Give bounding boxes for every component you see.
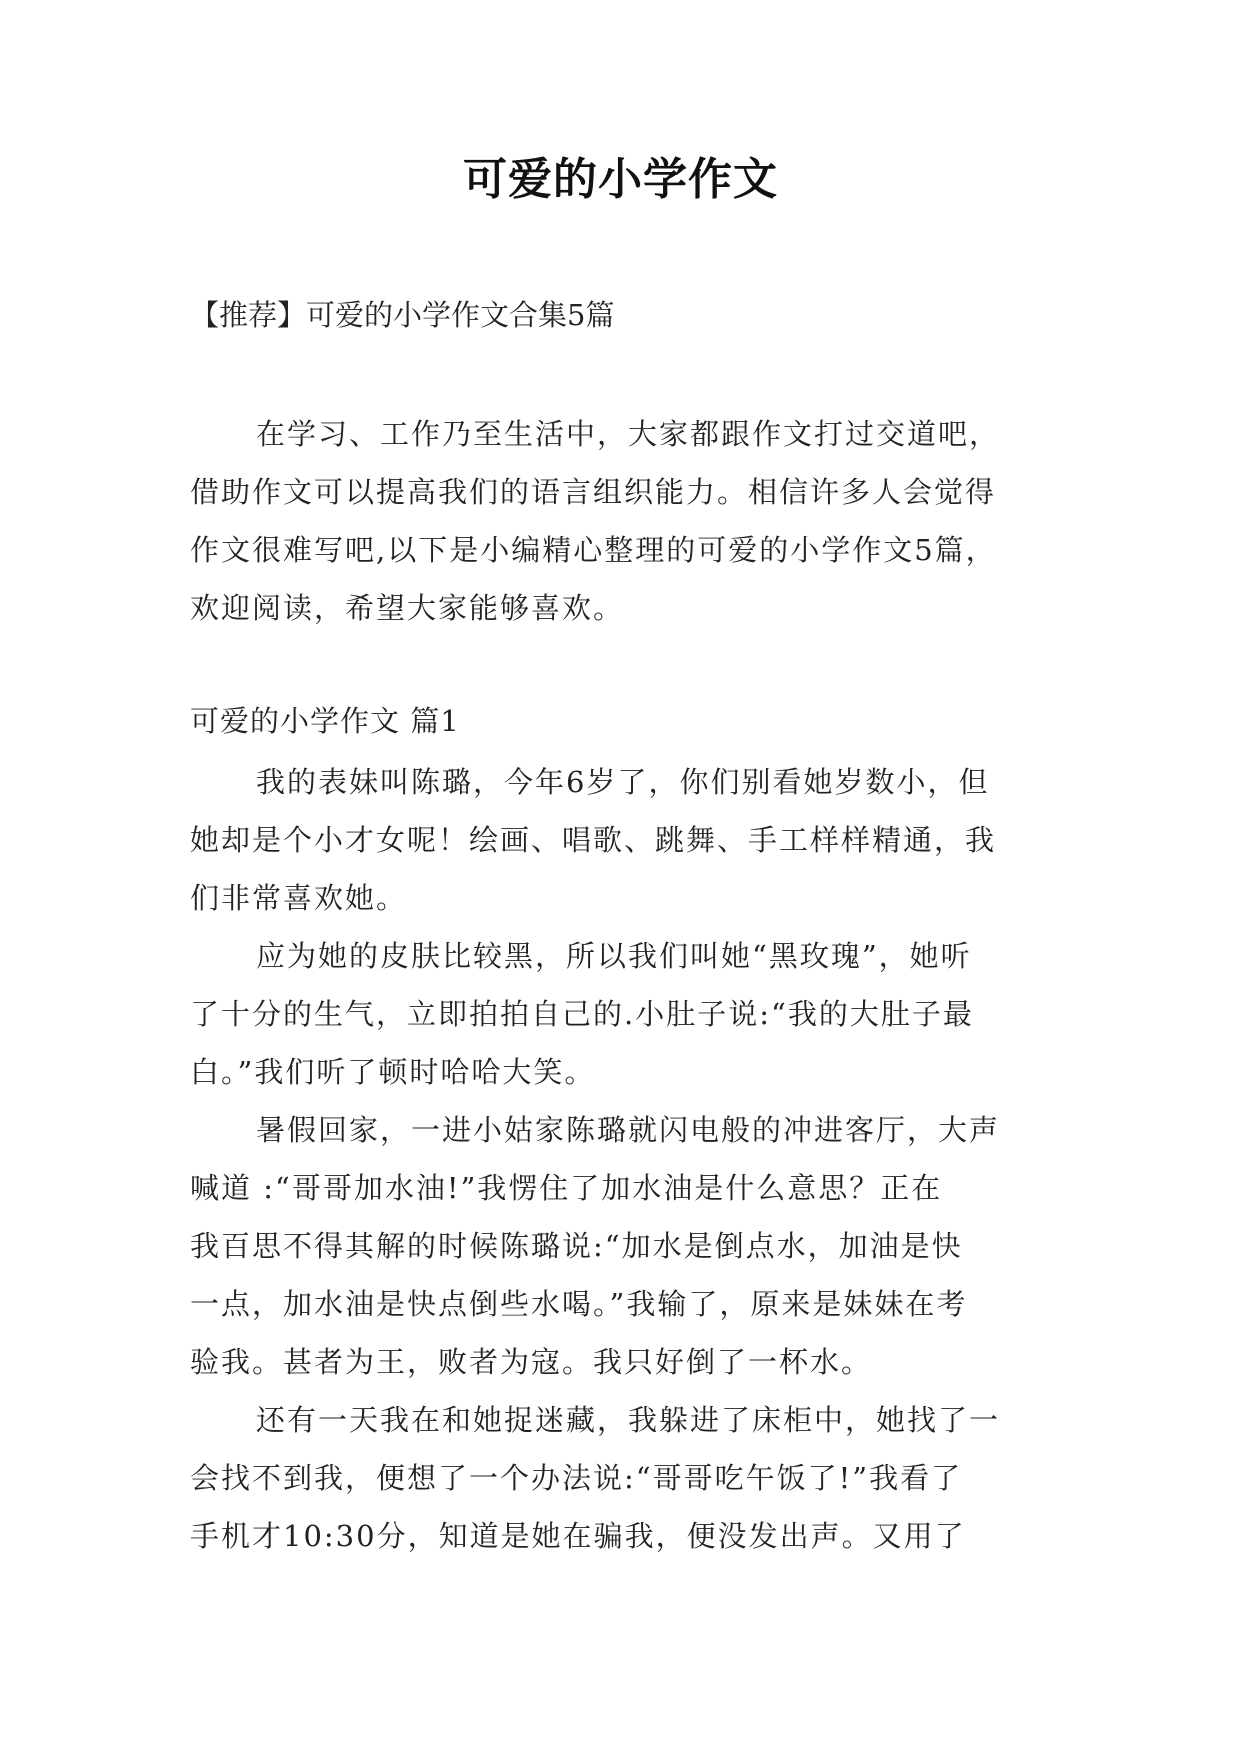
paragraph-line: 暑假回家，一进小姑家陈璐就闪电般的冲进客厅，大声 [256, 1113, 1001, 1147]
paragraph-line: 欢迎阅读，希望大家能够喜欢。 [190, 591, 625, 625]
section-heading: 可爱的小学作文 篇1 [190, 704, 460, 738]
paragraph-line: 喊道 :“哥哥加水油!”我愣住了加水油是什么意思？正在 [190, 1171, 943, 1205]
paragraph-line: 作文很难写吧,以下是小编精心整理的可爱的小学作文5篇， [190, 533, 997, 567]
document-subtitle: 【推荐】可爱的小学作文合集5篇 [190, 298, 615, 332]
paragraph-line: 一点，加水油是快点倒些水喝。”我输了，原来是妹妹在考 [190, 1287, 968, 1321]
paragraph-line: 手机才10:30分，知道是她在骗我，便没发出声。又用了 [190, 1519, 966, 1553]
document-title: 可爱的小学作文 [463, 154, 778, 205]
paragraph-line: 借助作文可以提高我们的语言组织能力。相信许多人会觉得 [190, 475, 997, 509]
paragraph-line: 会找不到我，便想了一个办法说:“哥哥吃午饭了!”我看了 [190, 1461, 963, 1495]
paragraph-line: 在学习、工作乃至生活中，大家都跟作文打过交道吧， [256, 417, 1001, 451]
paragraph-line: 了十分的生气，立即拍拍自己的.小肚子说:“我的大肚子最 [190, 997, 974, 1031]
paragraph-line: 她却是个小才女呢！绘画、唱歌、跳舞、手工样样精通，我 [190, 823, 997, 857]
paragraph-line: 还有一天我在和她捉迷藏，我躲进了床柜中，她找了一 [256, 1403, 1001, 1437]
paragraph-line: 验我。甚者为王，败者为寇。我只好倒了一杯水。 [190, 1345, 873, 1379]
paragraph-line: 白。”我们听了顿时哈哈大笑。 [190, 1055, 596, 1089]
paragraph-line: 我百思不得其解的时候陈璐说:“加水是倒点水，加油是快 [190, 1229, 963, 1263]
paragraph-line: 们非常喜欢她。 [190, 881, 408, 915]
paragraph-line: 应为她的皮肤比较黑，所以我们叫她“黑玫瑰”，她听 [256, 939, 972, 973]
paragraph-line: 我的表妹叫陈璐，今年6岁了，你们别看她岁数小，但 [256, 765, 990, 799]
essay-body [190, 753, 1070, 1565]
intro-paragraph [190, 405, 1070, 637]
